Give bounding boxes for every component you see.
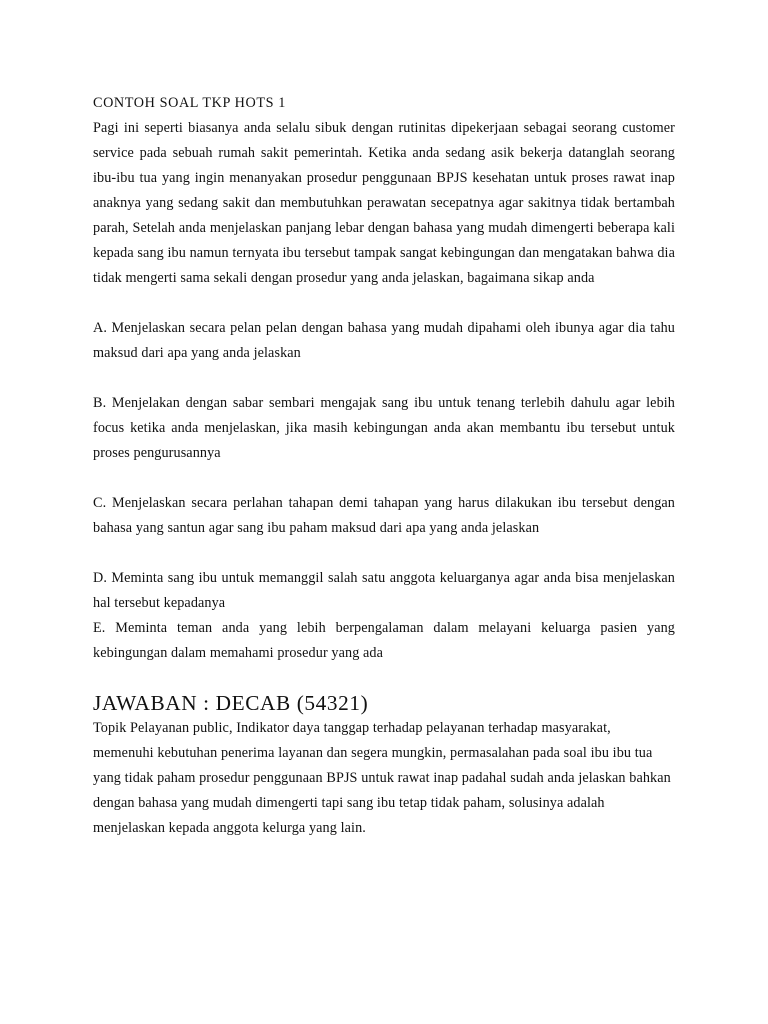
option-d: D. Meminta sang ibu untuk memanggil salah satu anggota keluarganya agar anda bisa menjelaskan hal tersebut kepadanya bbox=[93, 570, 675, 611]
question-title: CONTOH SOAL TKP HOTS 1 bbox=[93, 95, 286, 111]
document-page bbox=[93, 91, 675, 841]
option-c: C. Menjelaskan secara perlahan tahapan demi tahapan yang harus dilakukan ibu tersebut dengan bahasa yang santun agar sang ibu paham maksud dari apa yang anda jelaskan bbox=[93, 495, 675, 536]
answer-title: JAWABAN : DECAB (54321) bbox=[93, 691, 369, 715]
option-a: A. Menjelaskan secara pelan pelan dengan bahasa yang mudah dipahami oleh ibunya agar dia tahu maksud dari apa yang anda jelaskan bbox=[93, 320, 675, 361]
spacer bbox=[93, 666, 675, 691]
answer-section bbox=[93, 691, 675, 841]
answer-body: Topik Pelayanan public, Indikator daya tanggap terhadap pelayanan terhadap masyarakat, memenuhi kebutuhan penerima layanan dan segera mungkin, permasalahan pada soal ibu ibu tua yang tidak paham prosedur penggunaan BPJS untuk rawat inap padahal sudah anda jelaskan bahkan dengan bahasa yang mudah dimengerti tapi sang ibu tetap tidak paham, solusinya adalah menjelaskan kepada anggota kelurga yang lain. bbox=[93, 720, 671, 836]
spacer bbox=[93, 466, 675, 491]
spacer bbox=[93, 366, 675, 391]
option-b: B. Menjelakan dengan sabar sembari mengajak sang ibu untuk tenang terlebih dahulu agar lebih focus ketika anda menjelaskan, jika masih kebingungan anda akan membantu ibu tersebut untuk proses pengurusannya bbox=[93, 395, 675, 461]
option-e: E. Meminta teman anda yang lebih berpengalaman dalam melayani keluarga pasien yang kebingungan dalam memahami prosedur yang ada bbox=[93, 620, 675, 661]
spacer bbox=[93, 291, 675, 316]
question-body: Pagi ini seperti biasanya anda selalu sibuk dengan rutinitas dipekerjaan sebagai seorang customer service pada sebuah rumah sakit pemerintah. Ketika anda sedang asik bekerja datanglah seorang ibu-ibu tua yang ingin menanyakan prosedur penggunaan BPJS kesehatan untuk proses rawat inap anaknya yang sedang sakit dan membutuhkan perawatan secepatnya agar sakitnya tidak bertambah parah, Setelah anda menjelaskan panjang lebar dengan bahasa yang mudah dimengerti beberapa kali kepada sang ibu namun ternyata ibu tersebut tampak sangat kebingungan dan mengatakan bahwa dia tidak mengerti sama sekali dengan prosedur yang anda jelaskan, bagaimana sikap anda bbox=[93, 120, 675, 286]
spacer bbox=[93, 541, 675, 566]
